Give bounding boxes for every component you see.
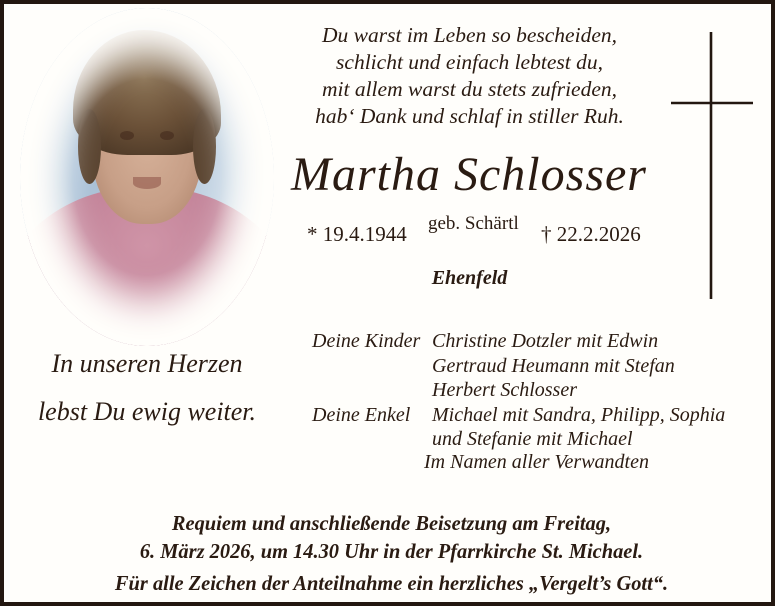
funeral-line-2: 6. März 2026, um 14.30 Uhr in der Pfarrkirche St. Michael.	[139, 539, 644, 563]
condolence-thanks: Für alle Zeichen der Anteilnahme ein herzliches „Vergelt’s Gott“.	[114, 571, 669, 595]
deceased-name: Martha Schlosser	[291, 148, 647, 201]
memorial-poem	[282, 22, 657, 130]
photo-oval-vignette	[20, 8, 274, 346]
grandchildren-label: Deine Enkel	[312, 403, 411, 426]
child-entry: Herbert Schlosser	[432, 379, 577, 401]
poem-line-3: mit allem warst du stets zufrieden,	[321, 77, 618, 101]
death-date: † 22.2.2026	[541, 222, 641, 246]
grandchild-entry: Michael mit Sandra, Philipp, Sophia	[432, 403, 726, 426]
family-closing: Im Namen aller Verwandten	[424, 451, 649, 473]
funeral-line-1: Requiem und anschließende Beisetzung am Freitag,	[171, 511, 612, 535]
verse-line-1: In unseren Herzen	[51, 349, 243, 378]
family-list	[312, 329, 725, 452]
memorial-verse	[18, 340, 276, 436]
maiden-name: geb. Schärtl	[428, 213, 519, 234]
birth-date: * 19.4.1944	[307, 222, 407, 246]
verse-line-2: lebst Du ewig weiter.	[37, 397, 257, 426]
place-name: Ehenfeld	[431, 267, 508, 289]
child-entry: Christine Dotzler mit Edwin	[432, 330, 659, 352]
poem-line-1: Du warst im Leben so bescheiden,	[322, 23, 617, 47]
funeral-info	[61, 509, 721, 597]
deceased-portrait-photo	[20, 8, 274, 346]
child-entry: Gertraud Heumann mit Stefan	[432, 354, 675, 377]
poem-line-2: schlicht und einfach lebtest du,	[336, 50, 603, 74]
children-label: Deine Kinder	[312, 330, 421, 352]
poem-line-4: hab‘ Dank und schlaf in stiller Ruh.	[315, 104, 624, 128]
grandchild-entry: und Stefanie mit Michael	[432, 428, 633, 450]
